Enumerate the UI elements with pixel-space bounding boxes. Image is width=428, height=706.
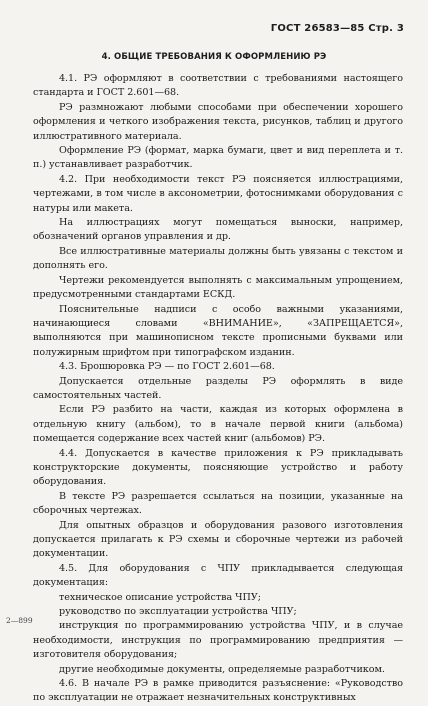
paragraph: Если РЭ разбито на части, каждая из которых оформлена в отдельную книгу (альбом), то в начале первой книги (альбома) помещается содержание всех частей книг (альбомов) РЭ. <box>33 404 403 445</box>
list-item: руководство по эксплуатации устройства ЧПУ; <box>59 606 297 618</box>
paragraph: Для опытных образцов и оборудования разового изготовления допускается прилагать к РЭ схемы и сборочные чертежи из рабочей документации. <box>33 519 403 560</box>
list-item: техническое описание устройства ЧПУ; <box>59 591 261 603</box>
page-mark: 2—899 <box>6 616 33 625</box>
paragraph: 4.4. Допускается в качестве приложения к РЭ прикладывать конструкторские документы, поясняющие устройство и работу оборудования. <box>33 447 403 488</box>
paragraph: В тексте РЭ разрешается ссылаться на позиции, указанные на сборочных чертежах. <box>33 490 403 517</box>
paragraph: Все иллюстративные материалы должны быть увязаны с текстом и дополнять его. <box>33 245 403 272</box>
list-item: инструкция по программированию устройства ЧПУ, и в случае необходимости, инструкция по программированию предприятия — изготовителя оборудования; <box>33 620 403 661</box>
paragraph: 4.3. Брошюровка РЭ — по ГОСТ 2.601—68. <box>59 361 275 373</box>
list-item: другие необходимые документы, определяемые разработчиком. <box>59 663 385 675</box>
paragraph: 4.1. РЭ оформляют в соответствии с требованиями настоящего стандарта и ГОСТ 2.601—68. <box>33 73 403 99</box>
paragraph: Чертежи рекомендуется выполнять с максимальным упрощением, предусмотренными стандартами ЕСКД. <box>33 274 403 301</box>
document-body <box>33 72 403 706</box>
paragraph: 4.6. В начале РЭ в рамке приводится разъяснение: «Руководство по эксплуатации не отражает незначительных конструктивных <box>33 678 403 704</box>
paragraph: Пояснительные надписи с особо важными указаниями, начинающиеся словами «ВНИМАНИЕ», «ЗАПРЕЩАЕТСЯ», выполняются при машинописном тексте прописными буквами или полужирным шрифтом при типографском изданин. <box>33 303 403 358</box>
paragraph: РЭ размножают любыми способами при обеспечении хорошего оформления и четкого изображения текста, рисунков, таблиц и другого иллюстративного материала. <box>33 101 403 142</box>
paragraph: На иллюстрациях могут помещаться выноски, например, обозначений органов управления и др. <box>33 217 403 243</box>
documentation-list <box>33 591 403 677</box>
paragraph: Оформление РЭ (формат, марка бумаги, цвет и вид переплета и т. п.) устанавливает разработчик. <box>33 145 403 171</box>
section-title: 4. ОБЩИЕ ТРЕБОВАНИЯ К ОФОРМЛЕНИЮ РЭ <box>101 52 327 62</box>
paragraph: 4.2. При необходимости текст РЭ поясняется иллюстрациями, чертежами, в том числе в аксонометрии, фотоснимками оборудования с натуры или макета. <box>33 173 403 214</box>
paragraph: 4.5. Для оборудования с ЧПУ прикладывается следующая документация: <box>33 562 403 589</box>
standard-header: ГОСТ 26583—85 Стр. 3 <box>270 23 404 34</box>
paragraph: Допускается отдельные разделы РЭ оформлять в виде самостоятельных частей. <box>33 375 403 401</box>
